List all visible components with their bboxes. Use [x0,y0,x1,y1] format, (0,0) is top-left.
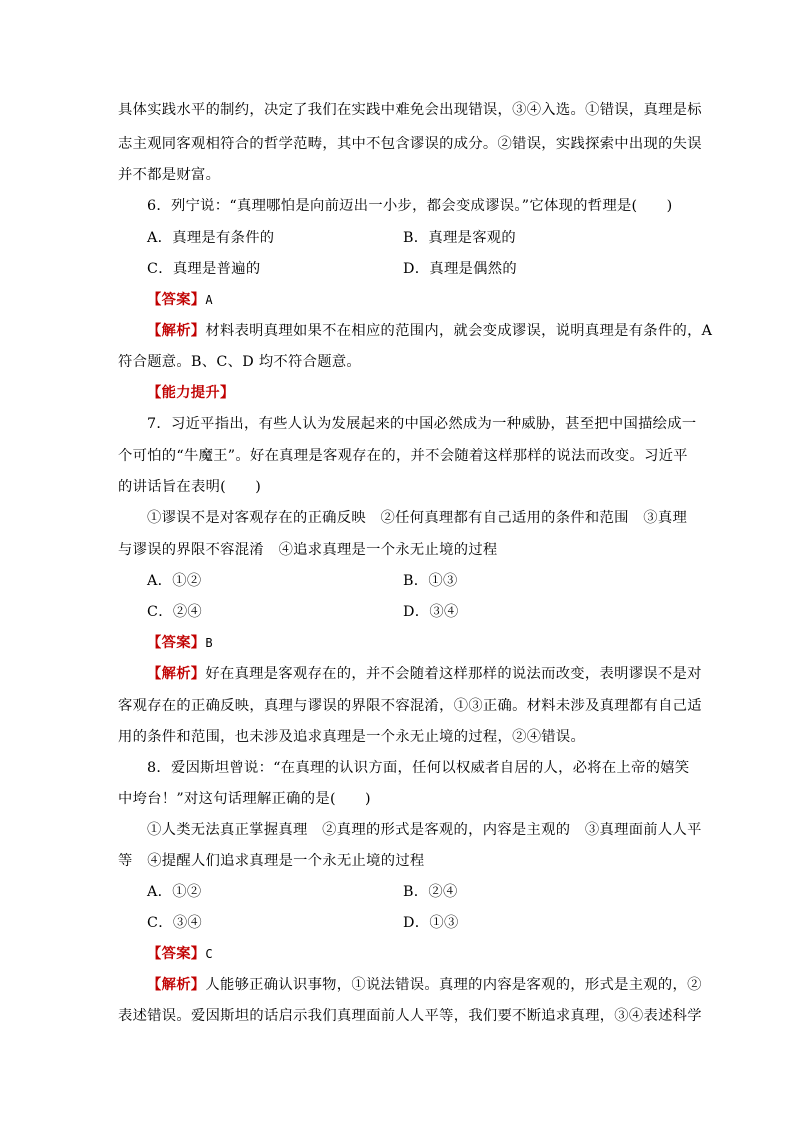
q7-analysis-line: 用的条件和范围，也未涉及追求真理是一个永无止境的过程，②④错误。 [118,729,586,745]
section-heading: 【能力提升】 [147,385,235,401]
question-8-stem: 中垮台！”对这句话理解正确的是( ) [118,791,371,807]
q7-statements: 与谬误的界限不容混淆 ④追求真理是一个永无止境的过程 [118,542,498,558]
q6-option-b: B．真理是客观的 [403,230,516,246]
question-7-stem: 个可怕的“牛魔王”。好在真理是客观存在的，并不会随着这样那样的说法而改变。习近平 [118,448,688,464]
paragraph-line: 具体实践水平的制约，决定了我们在实践中难免会出现错误，③④入选。①错误，真理是标 [118,102,702,118]
q7-analysis-line: 客观存在的正确反映，真理与谬误的界限不容混淆，①③正确。材料未涉及真理都有自己适 [118,698,702,714]
q8-answer [147,944,707,964]
q8-statements: 等 ④提醒人们追求真理是一个永无止境的过程 [118,853,425,869]
q8-option-c: C．③④ [147,915,203,931]
analysis-tag: 【解析】 [147,666,206,682]
q8-analysis-line: 表述错误。爱因斯坦的话启示我们真理面前人人平等，我们要不断追求真理，③④表述科学 [118,1008,702,1024]
q8-statements: ①人类无法真正掌握真理 ②真理的形式是客观的，内容是主观的 ③真理面前人人平 [147,822,702,838]
analysis-text: 材料表明真理如果不在相应的范围内，就会变成谬误，说明真理是有条件的，A [205,323,713,339]
q6-analysis-line [147,321,713,341]
answer-tag: 【答案】 [147,292,206,308]
q6-option-c: C．真理是普遍的 [147,261,261,277]
q6-option-a: A．真理是有条件的 [147,230,275,246]
q7-option-d: D．③④ [403,604,459,620]
q7-option-a: A．①② [147,573,202,589]
paragraph-line: 志主观同客观相符合的哲学范畴，其中不包含谬误的成分。②错误，实践探索中出现的失误 [118,136,702,152]
answer-tag: 【答案】 [147,635,206,651]
q7-answer [147,633,707,653]
question-6-stem: 6．列宁说：“真理哪怕是向前迈出一小步，都会变成谬误。”它体现的哲理是( ) [147,198,673,214]
q7-analysis-line [147,664,707,684]
paragraph-line: 并不都是财富。 [118,167,221,183]
q7-option-b: B．①③ [403,573,458,589]
q8-option-b: B．②④ [403,884,458,900]
q6-option-d: D．真理是偶然的 [403,261,517,277]
q7-statements: ①谬误不是对客观存在的正确反映 ②任何真理都有自己适用的条件和范围 ③真理 [147,510,688,526]
question-8-stem: 8．爱因斯坦曾说：“在真理的认识方面，任何以权威者自居的人，必将在上帝的嬉笑 [147,760,690,776]
question-7-stem: 7．习近平指出，有些人认为发展起来的中国必然成为一种威胁，甚至把中国描绘成一 [147,416,697,432]
q7-option-c: C．②④ [147,604,203,620]
answer-tag: 【答案】 [147,946,206,962]
answer-value: C [205,947,213,961]
analysis-text: 好在真理是客观存在的，并不会随着这样那样的说法而改变，表明谬误不是对 [205,666,702,682]
answer-value: B [205,636,213,650]
question-7-stem: 的讲话旨在表明( ) [118,479,262,495]
analysis-tag: 【解析】 [147,323,206,339]
answer-value: A [205,293,213,307]
q8-analysis-line [147,975,707,995]
analysis-text: 人能够正确认识事物，①说法错误。真理的内容是客观的，形式是主观的，② [205,977,702,993]
q6-analysis-line: 符合题意。B、C、D 均不符合题意。 [118,354,362,370]
q8-option-a: A．①② [147,884,202,900]
analysis-tag: 【解析】 [147,977,206,993]
q6-answer [147,290,707,310]
q8-option-d: D．①③ [403,915,459,931]
